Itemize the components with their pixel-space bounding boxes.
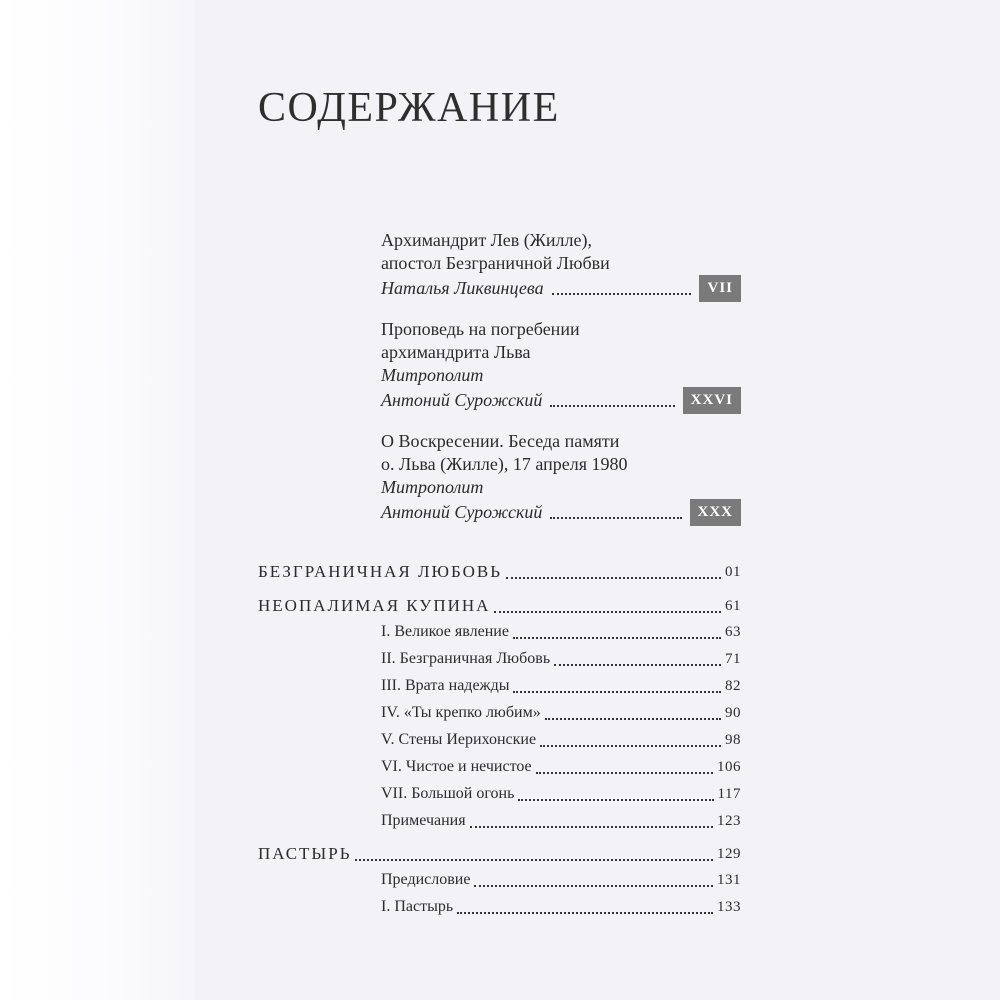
dot-leader [550,404,674,407]
dot-leader [552,292,692,295]
chapter-title: II. Безграничная Любовь [381,650,551,667]
entry-leader-row [381,387,741,414]
dot-leader [518,798,713,801]
page-number-badge: XXVI [683,387,741,414]
section-entry [258,562,741,582]
entry-author: Антоний Сурожский [381,390,543,410]
dot-leader [513,690,721,693]
chapter-title: Предисловие [381,871,471,888]
dot-leader [506,576,721,579]
page-gutter [0,0,215,1000]
chapter-entry [381,898,741,916]
entry-author: Наталья Ликвинцева [381,278,544,298]
section-title: ПАСТЫРЬ [258,844,352,863]
chapter-entry [381,650,741,668]
entry-title-line: Архимандрит Лев (Жилле), [381,230,592,250]
chapter-title: III. Врата надежды [381,677,510,694]
dot-leader [536,771,713,774]
dot-leader [494,610,721,613]
section-entry [258,596,741,616]
front-entry [381,318,741,414]
chapter-page-number: 123 [717,812,741,829]
chapter-entry [381,677,741,695]
section-page-number: 61 [725,597,741,614]
entry-title-line: апостол Безграничной Любви [381,253,610,273]
front-entry [381,430,741,526]
dot-leader [540,744,721,747]
chapter-entry [381,758,741,776]
chapter-page-number: 106 [717,758,741,775]
chapter-title: Примечания [381,812,466,829]
entry-author: Антоний Сурожский [381,502,543,522]
section-title: НЕОПАЛИМАЯ КУПИНА [258,596,491,615]
chapter-entry [381,871,741,889]
chapter-entry [381,785,741,803]
chapter-title: IV. «Ты крепко любим» [381,704,541,721]
chapter-title: VI. Чистое и нечистое [381,758,532,775]
section-page-number: 01 [725,563,741,580]
section-page-number: 129 [717,845,741,862]
dot-leader [355,858,713,861]
chapter-page-number: 71 [725,650,741,667]
chapter-entry [381,731,741,749]
chapter-page-number: 82 [725,677,741,694]
chapter-entry [381,623,741,641]
chapter-page-number: 98 [725,731,741,748]
chapter-page-number: 133 [717,898,741,915]
chapter-page-number: 90 [725,704,741,721]
chapter-entry [381,704,741,722]
page-title: СОДЕРЖАНИЕ [258,85,560,131]
chapter-title: V. Стены Иерихонские [381,731,537,748]
dot-leader [550,516,681,519]
chapter-page-number: 131 [717,871,741,888]
entry-author: Митрополит [381,477,484,497]
entry-title-line: О Воскресении. Беседа памяти [381,431,620,451]
entry-title-line: о. Льва (Жилле), 17 апреля 1980 [381,454,628,474]
chapter-title: VII. Большой огонь [381,785,515,802]
section-title: БЕЗГРАНИЧНАЯ ЛЮБОВЬ [258,562,503,581]
entry-leader-row [381,499,741,526]
front-entry [381,229,741,302]
dot-leader [545,717,721,720]
page-number-badge: VII [699,275,741,302]
entry-leader-row [381,275,741,302]
entry-author: Митрополит [381,365,484,385]
dot-leader [554,663,721,666]
chapter-title: I. Пастырь [381,898,454,915]
chapter-page-number: 63 [725,623,741,640]
dot-leader [470,825,713,828]
dot-leader [474,884,713,887]
page-number-badge: XXX [690,499,742,526]
chapter-page-number: 117 [717,785,741,802]
dot-leader [513,636,721,639]
entry-title-line: Проповедь на погребении [381,319,580,339]
dot-leader [457,911,713,914]
chapter-entry [381,812,741,830]
chapter-title: I. Великое явление [381,623,509,640]
section-entry [258,844,741,864]
entry-title-line: архимандрита Льва [381,342,531,362]
